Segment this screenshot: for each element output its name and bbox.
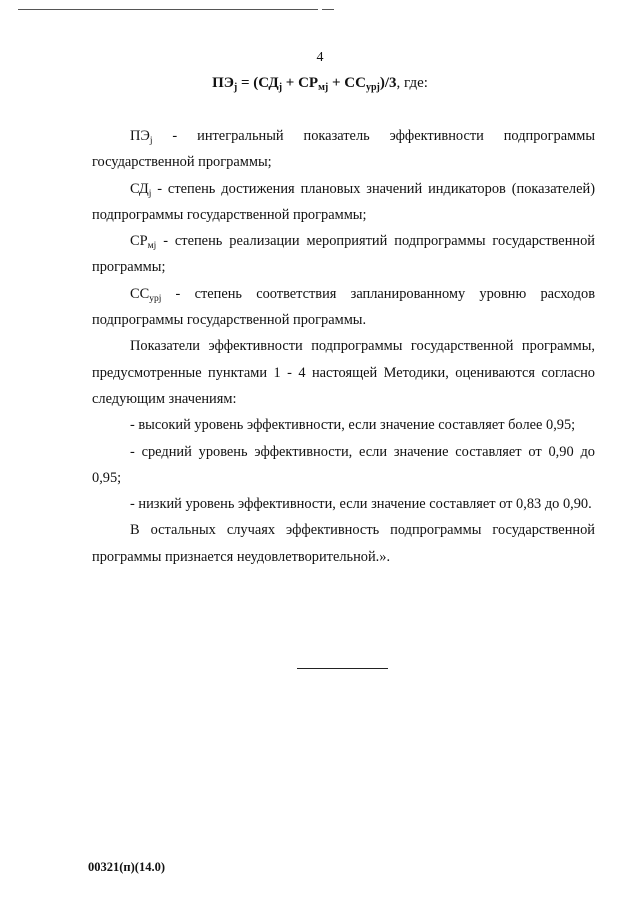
paragraph-low-level: - низкий уровень эффективности, если значение составляет от 0,83 до 0,90. <box>130 496 592 513</box>
page-number: 4 <box>316 50 324 65</box>
formula-sr: + СР <box>282 75 319 91</box>
end-divider <box>297 668 388 669</box>
paragraph-high-level: - высокий уровень эффективности, если значение составляет более 0,95; <box>130 417 576 434</box>
formula-sd-subscript: j <box>278 82 283 93</box>
definition-symbol: СС <box>130 285 150 302</box>
definition-sd <box>92 176 595 229</box>
formula-sr-subscript: мj <box>318 82 329 93</box>
definition-symbol: СД <box>130 180 149 197</box>
definition-text: - степень реализации мероприятий подпрограммы государственной программы; <box>92 233 595 276</box>
formula-ss: + СС <box>328 75 366 91</box>
paragraph-intro: Показатели эффективности подпрограммы государственной программы, предусмотренные пунктами 1 - 4 настоящей Методики, оцениваются согласно следующим значениям: <box>92 338 595 407</box>
definition-text: - степень достижения плановых значений индикаторов (показателей) подпрограммы государственной программы; <box>92 180 595 223</box>
body-text <box>92 123 595 570</box>
definition-pe <box>92 123 595 176</box>
definition-subscript: j <box>149 136 153 146</box>
definition-subscript: мj <box>147 241 157 252</box>
scan-top-rule <box>18 9 318 10</box>
formula-pe: ПЭ <box>212 75 234 91</box>
document-code: 00321(п)(14.0) <box>88 860 165 874</box>
formula-expression <box>212 75 396 91</box>
definition-text: - интегральный показатель эффективности подпрограммы государственной программы; <box>92 128 595 171</box>
paragraph-other-cases: В остальных случаях эффективность подпрограммы государственной программы признается неудовлетворительной.». <box>92 522 595 565</box>
definition-symbol: СР <box>130 233 148 250</box>
formula-where: , где: <box>396 75 428 91</box>
definition-sr <box>92 228 595 281</box>
definition-subscript: урj <box>149 293 162 304</box>
formula-ss-subscript: урj <box>365 82 380 93</box>
definition-subscript: j <box>148 188 152 199</box>
formula-divisor: )/3 <box>379 75 397 91</box>
definition-ss <box>92 281 595 334</box>
definition-symbol: ПЭ <box>130 128 150 144</box>
formula-sd: = (СД <box>237 75 279 91</box>
definition-text: - степень соответствия запланированному уровню расходов подпрограммы государственной программы. <box>92 285 595 329</box>
scan-top-rule-fragment <box>322 9 334 10</box>
formula-pe-subscript: j <box>233 82 238 93</box>
formula <box>0 74 640 92</box>
paragraph-medium-level: - средний уровень эффективности, если значение составляет от 0,90 до 0,95; <box>92 443 595 486</box>
